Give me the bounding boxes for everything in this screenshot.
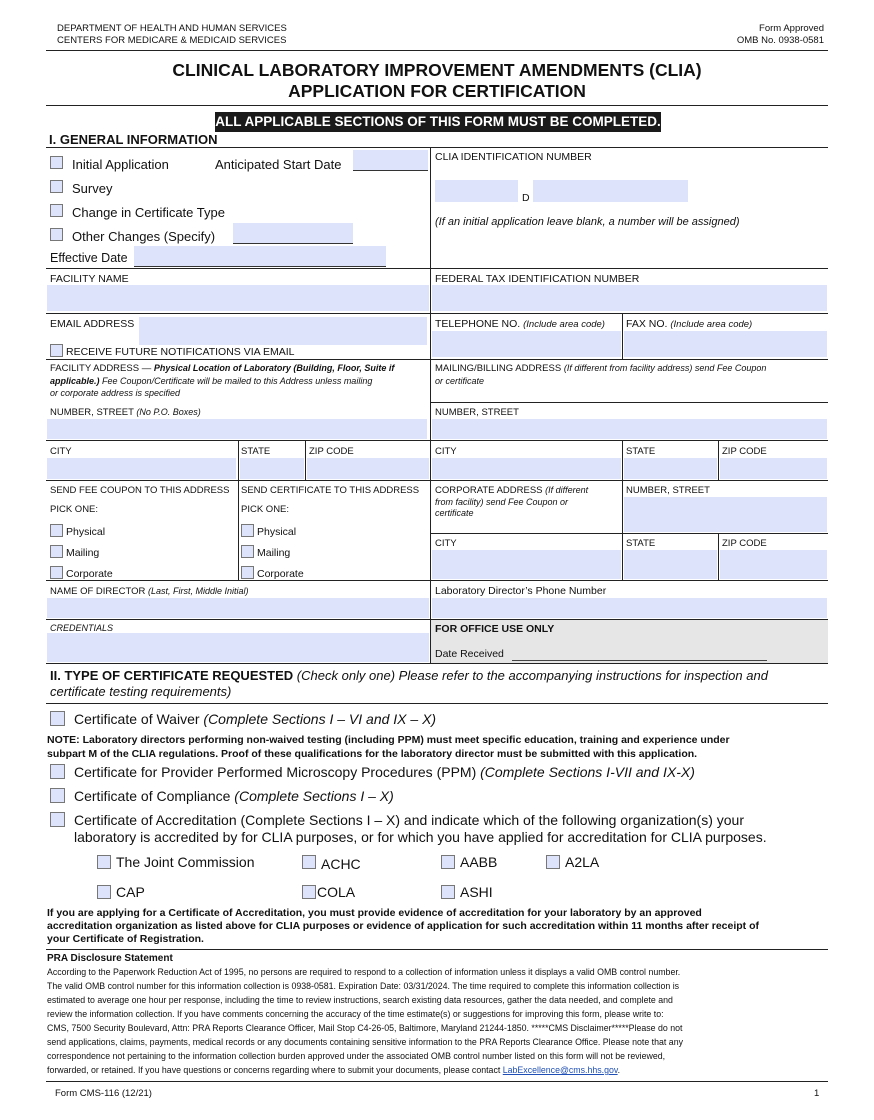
facility-address-mailing-note: Fee Coupon/Certificate will be mailed to this Address unless mailing xyxy=(102,376,373,386)
section2-note-2: certificate testing requirements) xyxy=(50,684,232,699)
section1-heading: I. GENERAL INFORMATION xyxy=(49,132,218,147)
org-cap-label: CAP xyxy=(116,884,145,900)
corporate-street-label: NUMBER, STREET xyxy=(626,485,710,496)
other-changes-label: Other Changes (Specify) xyxy=(72,229,216,244)
waiver-note: (Complete Sections I – VI and IX – X) xyxy=(203,711,437,727)
telephone-input[interactable] xyxy=(432,331,621,357)
rule-359 xyxy=(46,359,828,360)
section2-rule xyxy=(46,703,828,704)
corporate-street-input[interactable] xyxy=(624,497,827,532)
form-approved-label: Form Approved xyxy=(759,23,824,34)
credentials-input[interactable] xyxy=(47,633,429,662)
fee-corporate-label: Corporate xyxy=(66,568,113,580)
completion-banner: ALL APPLICABLE SECTIONS OF THIS FORM MUST BE COMPLETED. xyxy=(215,112,661,132)
org-cola-label: COLA xyxy=(317,884,356,900)
facility-address-line3: or corporate address is specified xyxy=(50,388,181,398)
change-type-checkbox[interactable] xyxy=(50,204,63,217)
page-number: 1 xyxy=(814,1088,820,1099)
cert-corporate-checkbox[interactable] xyxy=(241,566,254,579)
credentials-label: CREDENTIALS xyxy=(50,623,114,633)
mailing-address-label xyxy=(435,364,766,374)
mailing-zip-input[interactable] xyxy=(720,458,827,479)
org-aabb-label: AABB xyxy=(460,854,498,870)
header-rule xyxy=(46,50,828,51)
director-phone-label: Laboratory Director’s Phone Number xyxy=(435,585,607,597)
date-received-line xyxy=(512,660,767,661)
facility-street-label xyxy=(50,408,201,418)
fee-corporate-checkbox[interactable] xyxy=(50,566,63,579)
no-po-boxes-note: (No P.O. Boxes) xyxy=(136,407,201,417)
accreditation-checkbox[interactable] xyxy=(50,812,65,827)
send-cert-label: SEND CERTIFICATE TO THIS ADDRESS xyxy=(241,485,420,496)
rule-268 xyxy=(46,268,828,269)
org-cap-checkbox[interactable] xyxy=(97,885,111,899)
cert-mailing-checkbox[interactable] xyxy=(241,545,254,558)
pra-line-4: review the information collection. If you have comments concerning the accuracy of the time estimate(s) or suggestions for improving this form, please write to: xyxy=(47,1009,664,1019)
change-type-label: Change in Certificate Type xyxy=(72,205,225,220)
corporate-address-label xyxy=(435,486,588,496)
compliance-label xyxy=(74,789,394,803)
director-label xyxy=(50,587,249,597)
pra-period: . xyxy=(617,1065,621,1075)
evidence-line-1: If you are applying for a Certificate of Accreditation, you must provide evidence of accreditation for your laboratory by an approved xyxy=(47,907,702,919)
section1-rule xyxy=(46,147,828,148)
mailing-street-input[interactable] xyxy=(432,419,827,439)
facility-street-title: NUMBER, STREET xyxy=(50,407,134,418)
accreditation-line-2: laboratory is accredited by for CLIA purposes, or for which you have applied for accreditation for CLIA purposes. xyxy=(74,829,767,845)
org-aabb-checkbox[interactable] xyxy=(441,855,455,869)
director-phone-input[interactable] xyxy=(432,598,827,618)
cert-physical-label: Physical xyxy=(257,526,297,538)
rule-480 xyxy=(46,480,828,481)
corporate-address-title: CORPORATE ADDRESS xyxy=(435,485,543,496)
waiver-label xyxy=(74,712,436,726)
pra-line-2: The valid OMB control number for this information collection is 0938-0581. Expiration Date: 03/31/2024. The time required to complete this information collection is xyxy=(47,981,680,991)
effective-date-label: Effective Date xyxy=(50,251,128,265)
mailing-address-note: (If different from facility address) send Fee Coupon xyxy=(563,363,767,373)
director-name-input[interactable] xyxy=(47,598,429,618)
corporate-state-input[interactable] xyxy=(624,550,717,579)
facility-address-title: FACILITY ADDRESS — xyxy=(50,363,152,374)
ppm-label xyxy=(74,765,695,779)
clia-note: (If an initial application leave blank, a number will be assigned) xyxy=(435,216,740,228)
pra-email-link[interactable]: LabExcellence@cms.hhs.gov xyxy=(502,1065,618,1075)
facility-zip-label: ZIP CODE xyxy=(309,446,354,457)
city-state-divider-left xyxy=(238,440,239,580)
mailing-state-label: STATE xyxy=(626,446,656,457)
clia-id-label: CLIA IDENTIFICATION NUMBER xyxy=(435,151,592,163)
fax-note: (Include area code) xyxy=(670,319,753,330)
fed-tax-label: FEDERAL TAX IDENTIFICATION NUMBER xyxy=(435,273,640,285)
fax-label xyxy=(626,319,752,330)
initial-application-checkbox[interactable] xyxy=(50,156,63,169)
centers-label: CENTERS FOR MEDICARE & MEDICAID SERVICES xyxy=(57,35,287,46)
corporate-note-2: from facility) send Fee Coupon or xyxy=(435,497,569,507)
rule-580 xyxy=(46,580,828,581)
org-joint-commission-label: The Joint Commission xyxy=(116,854,255,870)
pra-line-8 xyxy=(47,1066,620,1075)
waiver-label-text: Certificate of Waiver xyxy=(74,711,200,727)
section2-heading xyxy=(50,669,768,682)
pra-line-7: correspondence not pertaining to the information collection burden approved under the associated OMB control number listed on this form will not be reviewed, xyxy=(47,1051,666,1061)
corporate-state-label: STATE xyxy=(626,538,656,549)
section2-title: II. TYPE OF CERTIFICATE REQUESTED xyxy=(50,668,294,683)
mailing-zip-label: ZIP CODE xyxy=(722,446,767,457)
org-achc-label: ACHC xyxy=(321,856,361,872)
ppm-note: (Complete Sections I-VII and IX-X) xyxy=(480,764,695,780)
corporate-note-1: (If different xyxy=(545,485,589,495)
footer-rule xyxy=(46,1081,828,1082)
director-label-text: NAME OF DIRECTOR xyxy=(50,586,146,597)
clia-d-letter: D xyxy=(522,192,530,204)
send-fee-pick-one: PICK ONE: xyxy=(50,504,99,515)
director-note-line-2: subpart M of the CLIA regulations. Proof of these qualifications for the laboratory director must be submitted with this application. xyxy=(47,748,698,760)
facility-state-input[interactable] xyxy=(240,458,304,479)
director-note-line-1: NOTE: Laboratory directors performing non-waived testing (including PPM) must meet specific education, training and experience under xyxy=(47,734,730,746)
mailing-address-title: MAILING/BILLING ADDRESS xyxy=(435,363,562,374)
dept-label: DEPARTMENT OF HEALTH AND HUMAN SERVICES xyxy=(57,23,287,34)
rule-533 xyxy=(430,533,828,534)
mailing-city-label: CITY xyxy=(435,446,457,457)
compliance-label-text: Certificate of Compliance xyxy=(74,788,231,804)
compliance-checkbox[interactable] xyxy=(50,788,65,803)
section2-note-1: (Check only one) Please refer to the accompanying instructions for inspection and xyxy=(296,668,768,683)
date-received-label: Date Received xyxy=(435,648,504,660)
facility-address-line2 xyxy=(50,377,372,386)
rule-440 xyxy=(46,440,828,441)
pra-line-3: estimated to average one hour per response, including the time to review instructions, search existing data resources, gather the data needed, and complete and xyxy=(47,995,673,1005)
corporate-zip-input[interactable] xyxy=(720,550,827,579)
center-divider xyxy=(430,147,431,663)
accreditation-line-1: Certificate of Accreditation (Complete Sections I – X) and indicate which of the following organization(s) your xyxy=(74,812,745,828)
other-changes-input[interactable] xyxy=(233,223,353,244)
org-ashi-checkbox[interactable] xyxy=(441,885,455,899)
corporate-note-3: certificate xyxy=(435,508,474,518)
state-zip-divider-left xyxy=(305,440,306,480)
evidence-line-3: your Certificate of Registration. xyxy=(47,933,204,945)
send-cert-pick-one: PICK ONE: xyxy=(241,504,290,515)
pra-rule xyxy=(46,949,828,950)
other-changes-checkbox[interactable] xyxy=(50,228,63,241)
form-subtitle: APPLICATION FOR CERTIFICATION xyxy=(288,81,586,101)
facility-address-label xyxy=(50,364,394,374)
effective-date-input[interactable] xyxy=(134,246,386,267)
facility-street-input[interactable] xyxy=(47,419,427,439)
survey-label: Survey xyxy=(72,181,113,196)
office-use-label: FOR OFFICE USE ONLY xyxy=(435,623,555,635)
telephone-label xyxy=(435,319,605,330)
mailing-state-input[interactable] xyxy=(624,458,717,479)
corp-state-zip-divider xyxy=(718,533,719,580)
form-number: Form CMS-116 (12/21) xyxy=(55,1088,152,1099)
corporate-city-input[interactable] xyxy=(432,550,621,579)
omb-number: OMB No. 0938-0581 xyxy=(736,35,824,46)
initial-application-label: Initial Application xyxy=(72,157,169,172)
org-a2la-checkbox[interactable] xyxy=(546,855,560,869)
corporate-zip-label: ZIP CODE xyxy=(722,538,767,549)
form-title: CLINICAL LABORATORY IMPROVEMENT AMENDMENTS (CLIA) xyxy=(172,60,702,80)
facility-address-desc: Physical Location of Laboratory (Building, Floor, Suite if xyxy=(153,363,395,373)
fee-physical-checkbox[interactable] xyxy=(50,524,63,537)
facility-zip-input[interactable] xyxy=(307,458,429,479)
send-fee-label: SEND FEE COUPON TO THIS ADDRESS xyxy=(50,485,230,496)
state-zip-divider-right xyxy=(718,440,719,480)
mailing-city-input[interactable] xyxy=(432,458,621,479)
waiver-checkbox[interactable] xyxy=(50,711,65,726)
fed-tax-input[interactable] xyxy=(432,285,827,311)
fee-mailing-checkbox[interactable] xyxy=(50,545,63,558)
rule-313 xyxy=(46,313,828,314)
fax-label-text: FAX NO. xyxy=(626,318,668,330)
pra-title: PRA Disclosure Statement xyxy=(47,953,173,964)
fax-input[interactable] xyxy=(624,331,827,357)
pra-line-1: According to the Paperwork Reduction Act of 1995, no persons are required to respond to a collection of information unless it displays a valid OMB control number. xyxy=(47,967,681,977)
facility-city-input[interactable] xyxy=(47,458,236,479)
title-rule xyxy=(46,105,828,106)
city-state-divider-right xyxy=(622,440,623,580)
org-achc-checkbox[interactable] xyxy=(302,855,316,869)
corporate-city-label: CITY xyxy=(435,538,457,549)
email-input[interactable] xyxy=(139,317,427,345)
director-note: (Last, First, Middle Initial) xyxy=(148,586,249,596)
cert-mailing-label: Mailing xyxy=(257,547,291,559)
facility-address-applicable: applicable.) xyxy=(50,376,100,386)
receive-notifications-checkbox[interactable] xyxy=(50,344,63,357)
clia-id-prefix-input[interactable] xyxy=(435,180,518,202)
mailing-address-line2: or certificate xyxy=(435,376,485,386)
mailing-street-label: NUMBER, STREET xyxy=(435,407,519,418)
facility-name-input[interactable] xyxy=(47,285,429,311)
telephone-note: (Include area code) xyxy=(523,319,605,330)
cert-corporate-label: Corporate xyxy=(257,568,304,580)
receive-notifications-label: RECEIVE FUTURE NOTIFICATIONS VIA EMAIL xyxy=(66,346,295,358)
org-a2la-label: A2LA xyxy=(565,854,600,870)
org-cola-checkbox[interactable] xyxy=(302,885,316,899)
survey-checkbox[interactable] xyxy=(50,180,63,193)
pra-line-6: send applications, claims, payments, medical records or any documents containing sensitive information to the PRA Reports Clearance Office. Please note that any xyxy=(47,1037,683,1047)
tel-fax-divider xyxy=(622,313,623,359)
rule-663 xyxy=(46,663,828,664)
pra-line-8-text: forwarded, or retained. If you have questions or concerns regarding where to submit your documents, please contact xyxy=(47,1065,501,1075)
org-joint-commission-checkbox[interactable] xyxy=(97,855,111,869)
facility-city-label: CITY xyxy=(50,446,72,457)
compliance-note: (Complete Sections I – X) xyxy=(234,788,394,804)
ppm-label-text: Certificate for Provider Performed Microscopy Procedures (PPM) xyxy=(74,764,477,780)
clia-id-number-input[interactable] xyxy=(533,180,688,202)
fee-physical-label: Physical xyxy=(66,526,106,538)
fee-mailing-label: Mailing xyxy=(66,547,100,559)
anticipated-start-label: Anticipated Start Date xyxy=(215,157,342,172)
anticipated-start-input[interactable] xyxy=(353,150,428,171)
rule-402 xyxy=(430,402,828,403)
facility-state-label: STATE xyxy=(241,446,271,457)
ppm-checkbox[interactable] xyxy=(50,764,65,779)
email-label: EMAIL ADDRESS xyxy=(50,318,135,330)
facility-name-label: FACILITY NAME xyxy=(50,273,129,285)
pra-line-5: CMS, 7500 Security Boulevard, Attn: PRA Reports Clearance Officer, Mail Stop C4-26-05, Baltimore, Maryland 21244-1850. *****CMS Disclaimer*****Please do not xyxy=(47,1023,683,1033)
org-ashi-label: ASHI xyxy=(460,884,493,900)
cert-physical-checkbox[interactable] xyxy=(241,524,254,537)
telephone-label-text: TELEPHONE NO. xyxy=(435,318,521,330)
evidence-line-2: accreditation organization as listed above for CLIA purposes or evidence of application for such accreditation within 11 months after receipt of xyxy=(47,920,760,932)
